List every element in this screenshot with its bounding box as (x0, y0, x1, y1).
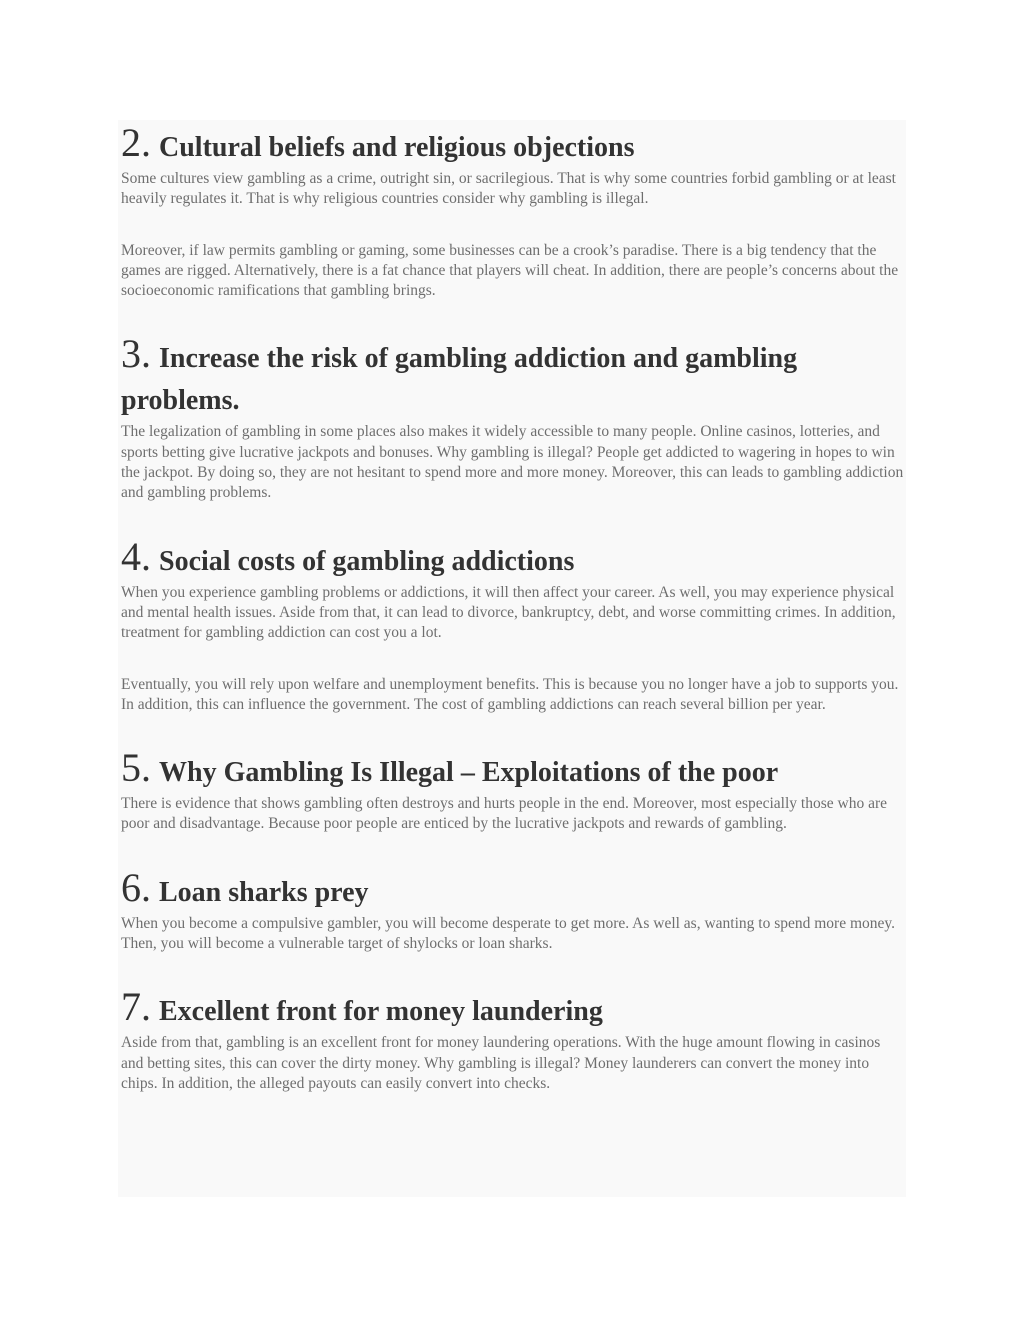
section-number: 7. (121, 984, 151, 1030)
section-number: 6. (121, 864, 151, 910)
section-number: 4. (121, 533, 151, 579)
section-number: 2. (121, 120, 151, 165)
paragraph: Eventually, you will rely upon welfare and unemployment benefits. This is because you no longer have a job to supports you. In addition, this can influence the government. The cost of gambling addictions can reach several billion per year. (121, 675, 899, 713)
section-heading (121, 864, 905, 914)
paragraph: The legalization of gambling in some places also makes it widely accessible to many people. Online casinos, lotteries, and sports betting give lucrative jackpots and bonuses. Why gambling is illegal? People get addicted to wagering in hopes to win the jackpot. By doing so, they are not hesitant to spend more and more money. Moreover, this can leads to gambling addiction and gambling problems. (121, 423, 904, 502)
section-title: Social costs of gambling addictions (159, 545, 575, 577)
section-title: Increase the risk of gambling addiction and gambling problems. (121, 343, 798, 417)
paragraph: There is evidence that shows gambling often destroys and hurts people in the end. Moreover, most especially those who are poor and disadvantage. Because poor people are enticed by the lucrative jackpots and rewards of gambling. (121, 795, 887, 833)
section-title: Why Gambling Is Illegal – Exploitations of the poor (159, 757, 779, 789)
section-heading (121, 122, 905, 169)
paragraph: Some cultures view gambling as a crime, outright sin, or sacrilegious. That is why some countries forbid gambling or at least heavily regulates it. That is why religious countries consider why gambling is illegal. (121, 170, 896, 208)
section-cultural-beliefs (121, 122, 905, 301)
paragraph: Moreover, if law permits gambling or gaming, some businesses can be a crook’s paradise. There is a big tendency that the games are rigged. Alternatively, there is a fat chance that players will cheat. In addition, there are people’s concerns about the socioeconomic ramifications that gambling brings. (121, 241, 899, 300)
section-addiction-risk (121, 333, 905, 503)
section-title: Cultural beliefs and religious objections (159, 132, 635, 163)
section-heading (121, 333, 905, 422)
section-heading (121, 747, 905, 794)
section-loan-sharks (121, 864, 905, 955)
section-money-laundering (121, 986, 905, 1094)
paragraph: When you become a compulsive gambler, you will become desperate to get more. As well as, wanting to spend more money. Then, you will become a vulnerable target of shylocks or loan sharks. (121, 914, 896, 953)
section-heading (121, 986, 905, 1033)
section-social-costs (121, 533, 905, 715)
section-title: Loan sharks prey (159, 876, 369, 908)
section-exploitation-of-poor (121, 747, 905, 835)
section-title: Excellent front for money laundering (159, 996, 603, 1028)
section-number: 5. (121, 745, 151, 791)
section-heading (121, 533, 905, 583)
paragraph: Aside from that, gambling is an excellent front for money laundering operations. With the huge amount flowing in casinos and betting sites, this can cover the dirty money. Why gambling is illegal? Money launderers can convert the money into chips. In addition, the alleged payouts can easily convert into checks. (121, 1034, 881, 1092)
section-number: 3. (121, 331, 151, 377)
paragraph: When you experience gambling problems or addictions, it will then affect your career. As well, you may experience physical and mental health issues. Aside from that, it can lead to divorce, bankruptcy, debt, and worse committing crimes. In addition, treatment for gambling addiction can cost you a lot. (121, 583, 896, 642)
document-body (121, 122, 905, 1094)
